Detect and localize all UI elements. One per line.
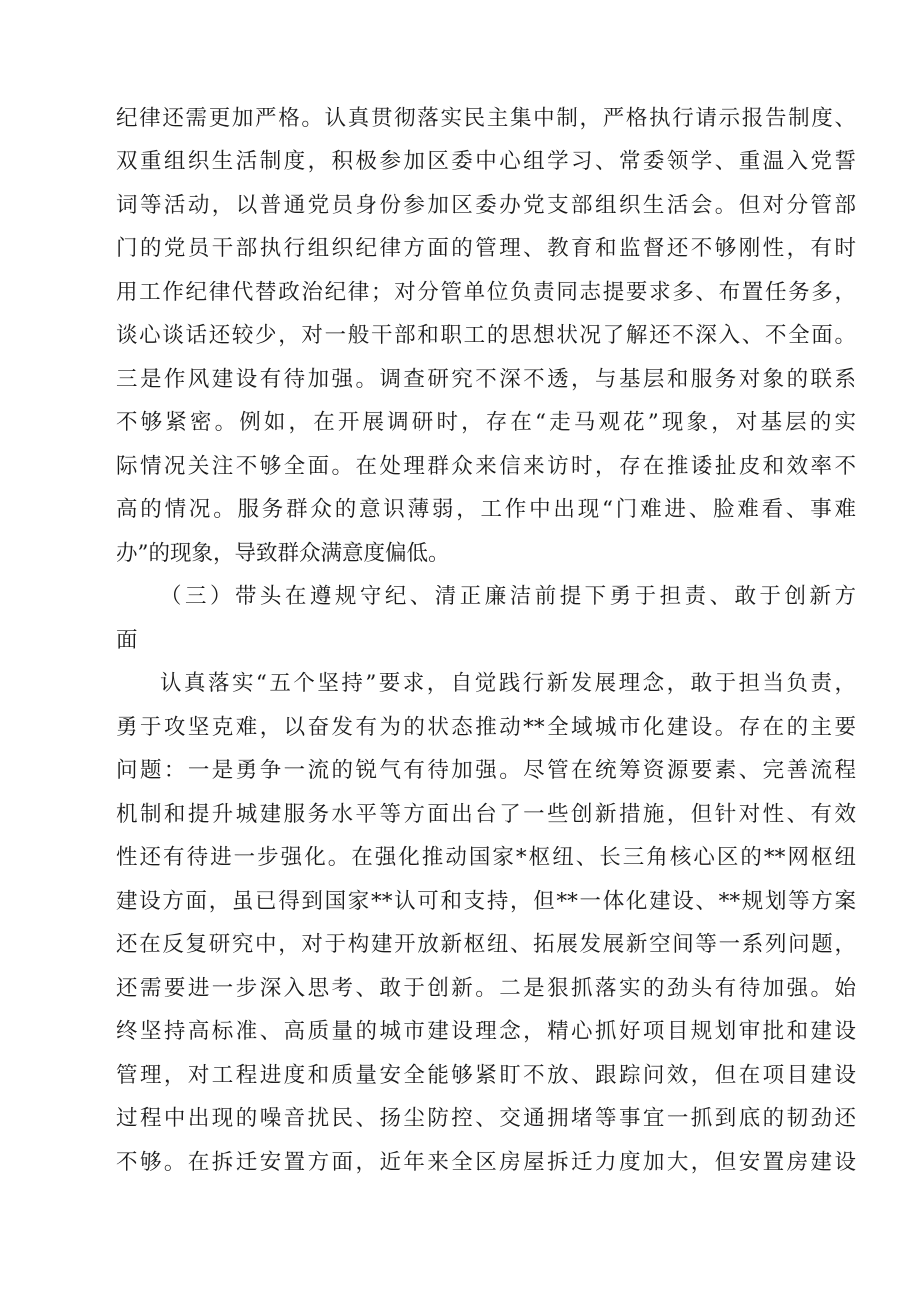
body-text-line: 词等活动，以普通党员身份参加区委办党支部组织生活会。但对分管部 <box>116 193 856 218</box>
body-text-line: 建设方面，虽已得到国家**认可和支持，但**一体化建设、**规划等方案 <box>116 889 856 914</box>
body-text-line: 不够。在拆迁安置方面，近年来全区房屋拆迁力度加大，但安置房建设 <box>116 1150 856 1175</box>
body-text-line: 还需要进一步深入思考、敢于创新。二是狠抓落实的劲头有待加强。始 <box>116 976 856 1001</box>
section-heading-continuation: 面 <box>116 628 138 653</box>
body-text-line: 管理，对工程进度和质量安全能够紧盯不放、跟踪问效，但在项目建设 <box>116 1063 856 1088</box>
body-text-line: 纪律还需更加严格。认真贯彻落实民主集中制，严格执行请示报告制度、 <box>116 106 856 131</box>
body-text-line: 机制和提升城建服务水平等方面出台了一些创新措施，但针对性、有效 <box>116 802 856 827</box>
body-text-line: 办”的现象，导致群众满意度偏低。 <box>116 541 450 566</box>
body-text-line: 性还有待进一步强化。在强化推动国家*枢纽、长三角核心区的**网枢纽 <box>116 845 856 870</box>
body-text-line: 际情况关注不够全面。在处理群众来信来访时，存在推诿扯皮和效率不 <box>116 454 856 479</box>
body-text-line: 勇于攻坚克难，以奋发有为的状态推动**全域城市化建设。存在的主要 <box>116 715 856 740</box>
body-text-line: 门的党员干部执行组织纪律方面的管理、教育和监督还不够刚性，有时 <box>116 236 856 261</box>
body-text-line: 认真落实“五个坚持”要求，自觉践行新发展理念，敢于担当负责， <box>160 671 856 696</box>
body-text-line: 问题：一是勇争一流的锐气有待加强。尽管在统筹资源要素、完善流程 <box>116 758 856 783</box>
body-text-line: 不够紧密。例如，在开展调研时，存在“走马观花”现象，对基层的实 <box>116 410 856 435</box>
body-text-line: 谈心谈话还较少，对一般干部和职工的思想状况了解还不深入、不全面。 <box>116 323 856 348</box>
body-text-line: 过程中出现的噪音扰民、扬尘防控、交通拥堵等事宜一抓到底的韧劲还 <box>116 1106 856 1131</box>
body-text-line: 还在反复研究中，对于构建开放新枢纽、拓展发展新空间等一系列问题， <box>116 932 856 957</box>
body-text-line: 高的情况。服务群众的意识薄弱，工作中出现“门难进、脸难看、事难 <box>116 497 856 522</box>
body-text-line: 用工作纪律代替政治纪律；对分管单位负责同志提要求多、布置任务多， <box>116 280 856 305</box>
body-text-line: 三是作风建设有待加强。调查研究不深不透，与基层和服务对象的联系 <box>116 367 856 392</box>
body-text-line: 双重组织生活制度，积极参加区委中心组学习、常委领学、重温入党誓 <box>116 149 856 174</box>
section-heading: （三）带头在遵规守纪、清正廉洁前提下勇于担责、敢于创新方 <box>160 584 856 609</box>
body-text-line: 终坚持高标准、高质量的城市建设理念，精心抓好项目规划审批和建设 <box>116 1019 856 1044</box>
